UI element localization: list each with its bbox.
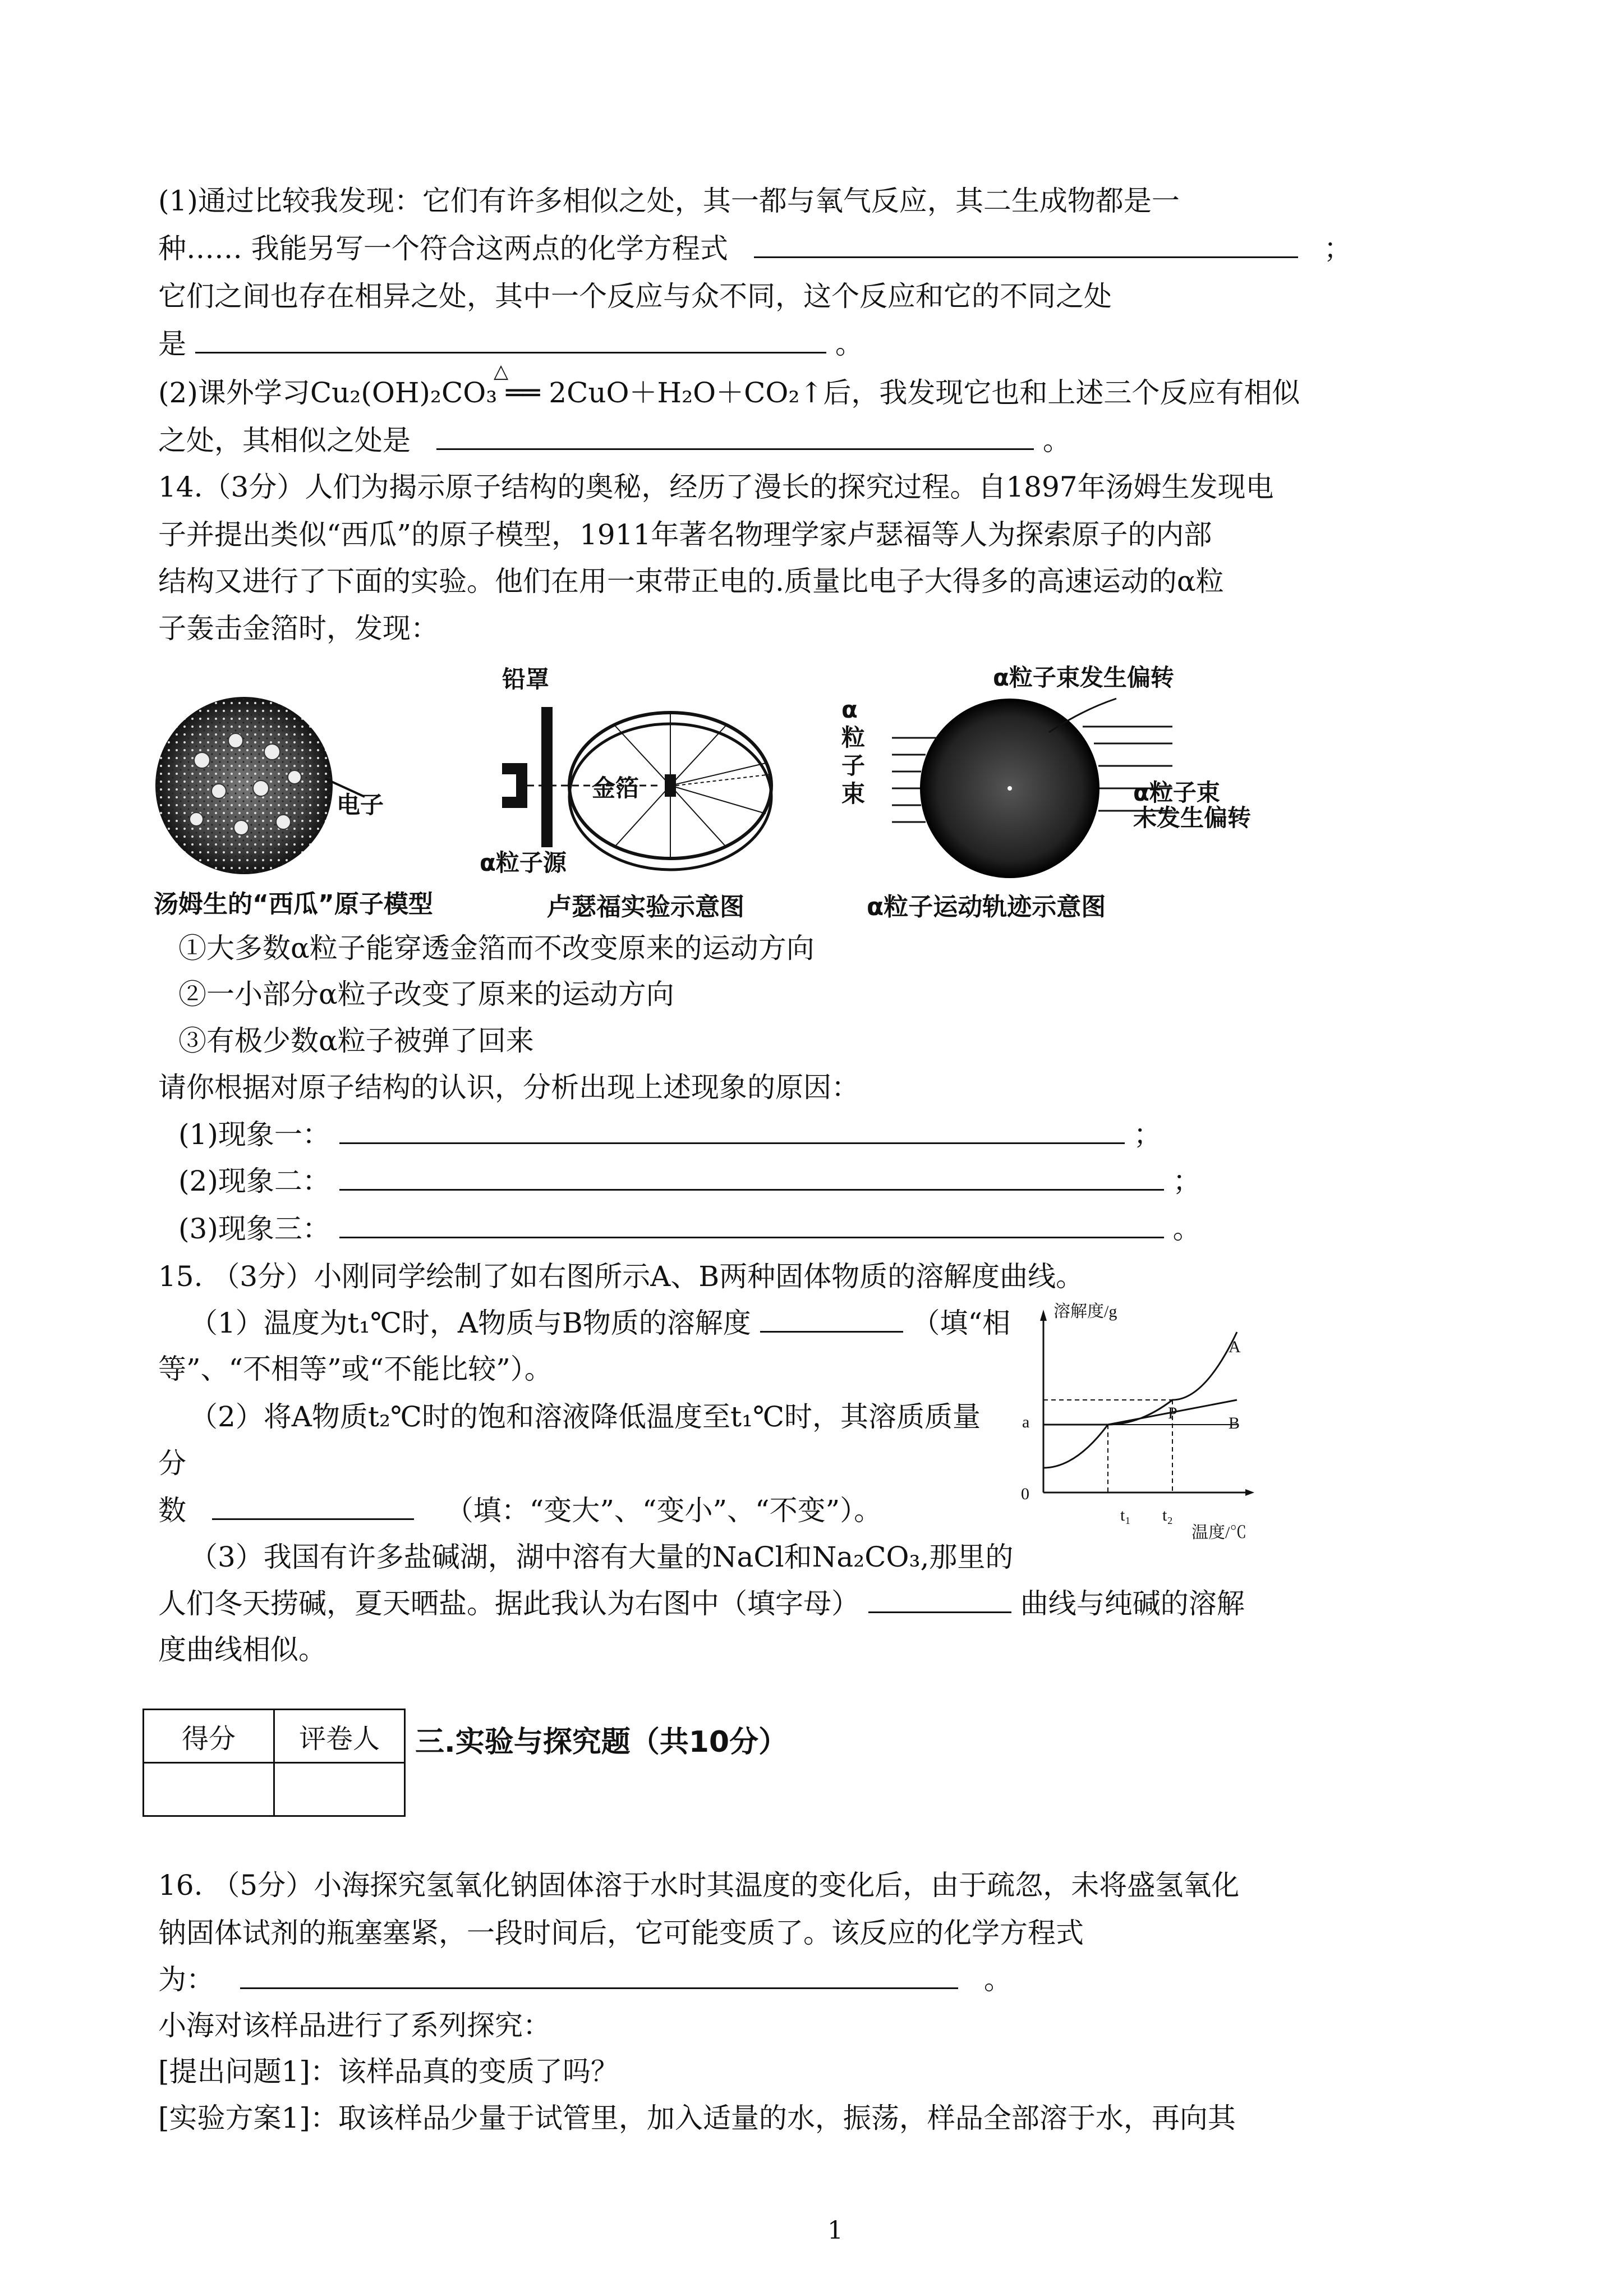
q15-line-2-tail: （填“相 [912, 1307, 1011, 1339]
deflected-beam-label: α粒子束发生偏转 [993, 664, 1174, 691]
answer-blank[interactable] [212, 1493, 414, 1520]
punct: ； [1323, 232, 1352, 265]
heat-symbol: △ [494, 360, 509, 383]
answer-blank[interactable] [436, 423, 1034, 450]
q15-line-8 [158, 1581, 1245, 1626]
x-tick-t2: t₂ [1162, 1506, 1173, 1524]
gold-foil-label: 金箔 [592, 774, 640, 802]
punct: 。 [1172, 1213, 1201, 1245]
q15-line-6 [158, 1488, 882, 1533]
q15-line-5: 分 [158, 1447, 186, 1480]
answer-blank[interactable] [339, 1163, 1164, 1191]
q15-line-3: 等”、“不相等”或“不能比较”）。 [158, 1353, 553, 1385]
q14-answer-1 [178, 1112, 1162, 1157]
undeflected-beam-label-1: α粒子束 [1133, 779, 1220, 806]
q16-line-4: 小海对该样品进行了系列探究： [158, 2009, 551, 2042]
q13-line-4 [158, 322, 863, 366]
alpha-trajectory-figure [881, 676, 1285, 889]
score-table [142, 1709, 406, 1817]
q14-prompt: 请你根据对原子结构的认识，分析出现上述现象的原因： [158, 1071, 859, 1104]
q13-line-4-text: 是 [158, 328, 186, 360]
grader-header: 评卷人 [274, 1710, 405, 1763]
q15-line-1: 15. （3分）小刚同学绘制了如右图所示A、B两种固体物质的溶解度曲线。 [158, 1260, 1084, 1293]
x-axis-arrow [1245, 1489, 1254, 1496]
page-number: 1 [827, 2216, 843, 2245]
fig3-caption: α粒子运动轨迹示意图 [867, 893, 1106, 921]
alpha-source-label: α粒子源 [480, 849, 567, 876]
point-p-label: P [1168, 1404, 1177, 1422]
undeflected-beam-label-2: 未发生偏转 [1133, 804, 1252, 832]
punct: ； [1172, 1165, 1201, 1197]
answer-blank[interactable] [339, 1117, 1125, 1144]
answer-2-label: (2)现象二： [178, 1165, 330, 1197]
q16-line-1: 16. （5分）小海探究氢氧化钠固体溶于水时其温度的变化后，由于疏忽，未将盛氢氧化 [158, 1869, 1240, 1902]
punct: ； [1133, 1118, 1162, 1151]
series-b-curve [1043, 1400, 1237, 1425]
q14-line-2: 子并提出类似“西瓜”的原子模型，1911年著名物理学家卢瑟福等人为探索原子的内部 [158, 518, 1212, 551]
thomson-atom-model-figure [151, 693, 337, 878]
score-cell[interactable] [144, 1763, 274, 1816]
fig1-caption: 汤姆生的“西瓜”原子模型 [154, 890, 433, 919]
q15-line-2-text: （1）温度为t₁℃时，A物质与B物质的溶解度 [190, 1307, 751, 1339]
answer-1-label: (1)现象一： [178, 1118, 330, 1151]
y-tick-a: a [1022, 1413, 1030, 1431]
q13-line-6 [158, 418, 1071, 463]
answer-blank[interactable] [240, 1962, 958, 1989]
x-axis-label: 温度/℃ [1191, 1523, 1247, 1542]
electron-label: 电子 [337, 791, 384, 819]
q13-line-6-text: 之处，其相似之处是 [158, 424, 411, 457]
answer-blank[interactable] [760, 1305, 903, 1333]
q15-line-2 [190, 1301, 1010, 1346]
lead-shield-label: 铅罩 [502, 665, 550, 693]
score-header: 得分 [144, 1710, 274, 1763]
q15-line-7: （3）我国有许多盐碱湖，湖中溶有大量的NaCl和Na₂CO₃,那里的 [190, 1541, 1014, 1573]
answer-blank[interactable] [868, 1586, 1011, 1613]
series-b-label: B [1229, 1414, 1240, 1432]
q16-line-3-text: 为： [158, 1963, 214, 1996]
q14-answer-2 [178, 1159, 1201, 1204]
y-axis-arrow [1040, 1310, 1047, 1321]
q13-line-5: (2)课外学习Cu₂(OH)₂CO₃ ══ 2CuO＋H₂O＋CO₂↑后，我发现它也和上述三个反应有相似 [158, 376, 1300, 409]
series-a-label: A [1229, 1338, 1241, 1356]
q14-answer-3 [178, 1206, 1201, 1251]
answer-blank[interactable] [195, 326, 826, 353]
q15-line-8-tail: 曲线与纯碱的溶解 [1020, 1587, 1245, 1620]
punct: 。 [835, 328, 863, 360]
punct: 。 [1042, 424, 1071, 457]
q16-line-6: [实验方案1]：取该样品少量于试管里，加入适量的水，振荡，样品全部溶于水，再向其 [158, 2102, 1236, 2134]
fig2-caption: 卢瑟福实验示意图 [547, 893, 744, 921]
alpha-beam-label: α 粒 子 束 [841, 696, 866, 807]
q15-line-8-text: 人们冬天捞碱，夏天晒盐。据此我认为右图中（填字母） [158, 1587, 859, 1620]
q15-line-9: 度曲线相似。 [158, 1633, 326, 1666]
section-3-heading: 三.实验与探究题（共10分） [415, 1725, 788, 1759]
q15-line-6-text: 数 [158, 1494, 186, 1527]
observation-3: ③有极少数α粒子被弹了回来 [178, 1025, 534, 1057]
q16-line-2: 钠固体试剂的瓶塞塞紧，一段时间后，它可能变质了。该反应的化学方程式 [158, 1917, 1084, 1949]
q14-line-4: 子轰击金箔时，发现： [158, 612, 439, 645]
y-axis-label: 溶解度/g [1053, 1302, 1117, 1321]
q15-line-6-tail: （填：“变大”、“变小”、“不变”）。 [445, 1494, 882, 1527]
punct: 。 [983, 1963, 1012, 1996]
origin-label: 0 [1021, 1485, 1029, 1503]
answer-blank[interactable] [754, 231, 1298, 258]
q13-line-1: (1)通过比较我发现：它们有许多相似之处，其一都与氧气反应，其二生成物都是一 [158, 185, 1180, 217]
q16-line-3 [158, 1957, 1012, 2002]
q13-line-2-text: 种…… 我能另写一个符合这两点的化学方程式 [158, 232, 728, 265]
q15-line-4: （2）将A物质t₂℃时的饱和溶液降低温度至t₁℃时，其溶质质量 [190, 1400, 981, 1433]
q14-line-1: 14.（3分）人们为揭示原子结构的奥秘，经历了漫长的探究过程。自1897年汤姆生发现电 [158, 471, 1274, 503]
grader-cell[interactable] [274, 1763, 405, 1816]
answer-3-label: (3)现象三： [178, 1213, 330, 1245]
observation-1: ①大多数α粒子能穿透金箔而不改变原来的运动方向 [178, 932, 815, 965]
x-tick-t1: t₁ [1120, 1506, 1131, 1524]
observation-2: ②一小部分α粒子改变了原来的运动方向 [178, 978, 674, 1011]
q13-line-2 [158, 226, 1352, 271]
q14-line-3: 结构又进行了下面的实验。他们在用一束带正电的.质量比电子大得多的高速运动的α粒 [158, 565, 1224, 598]
q13-line-3: 它们之间也存在相异之处，其中一个反应与众不同，这个反应和它的不同之处 [158, 280, 1112, 313]
answer-blank[interactable] [339, 1211, 1164, 1238]
q16-line-5: [提出问题1]：该样品真的变质了吗？ [158, 2055, 619, 2088]
